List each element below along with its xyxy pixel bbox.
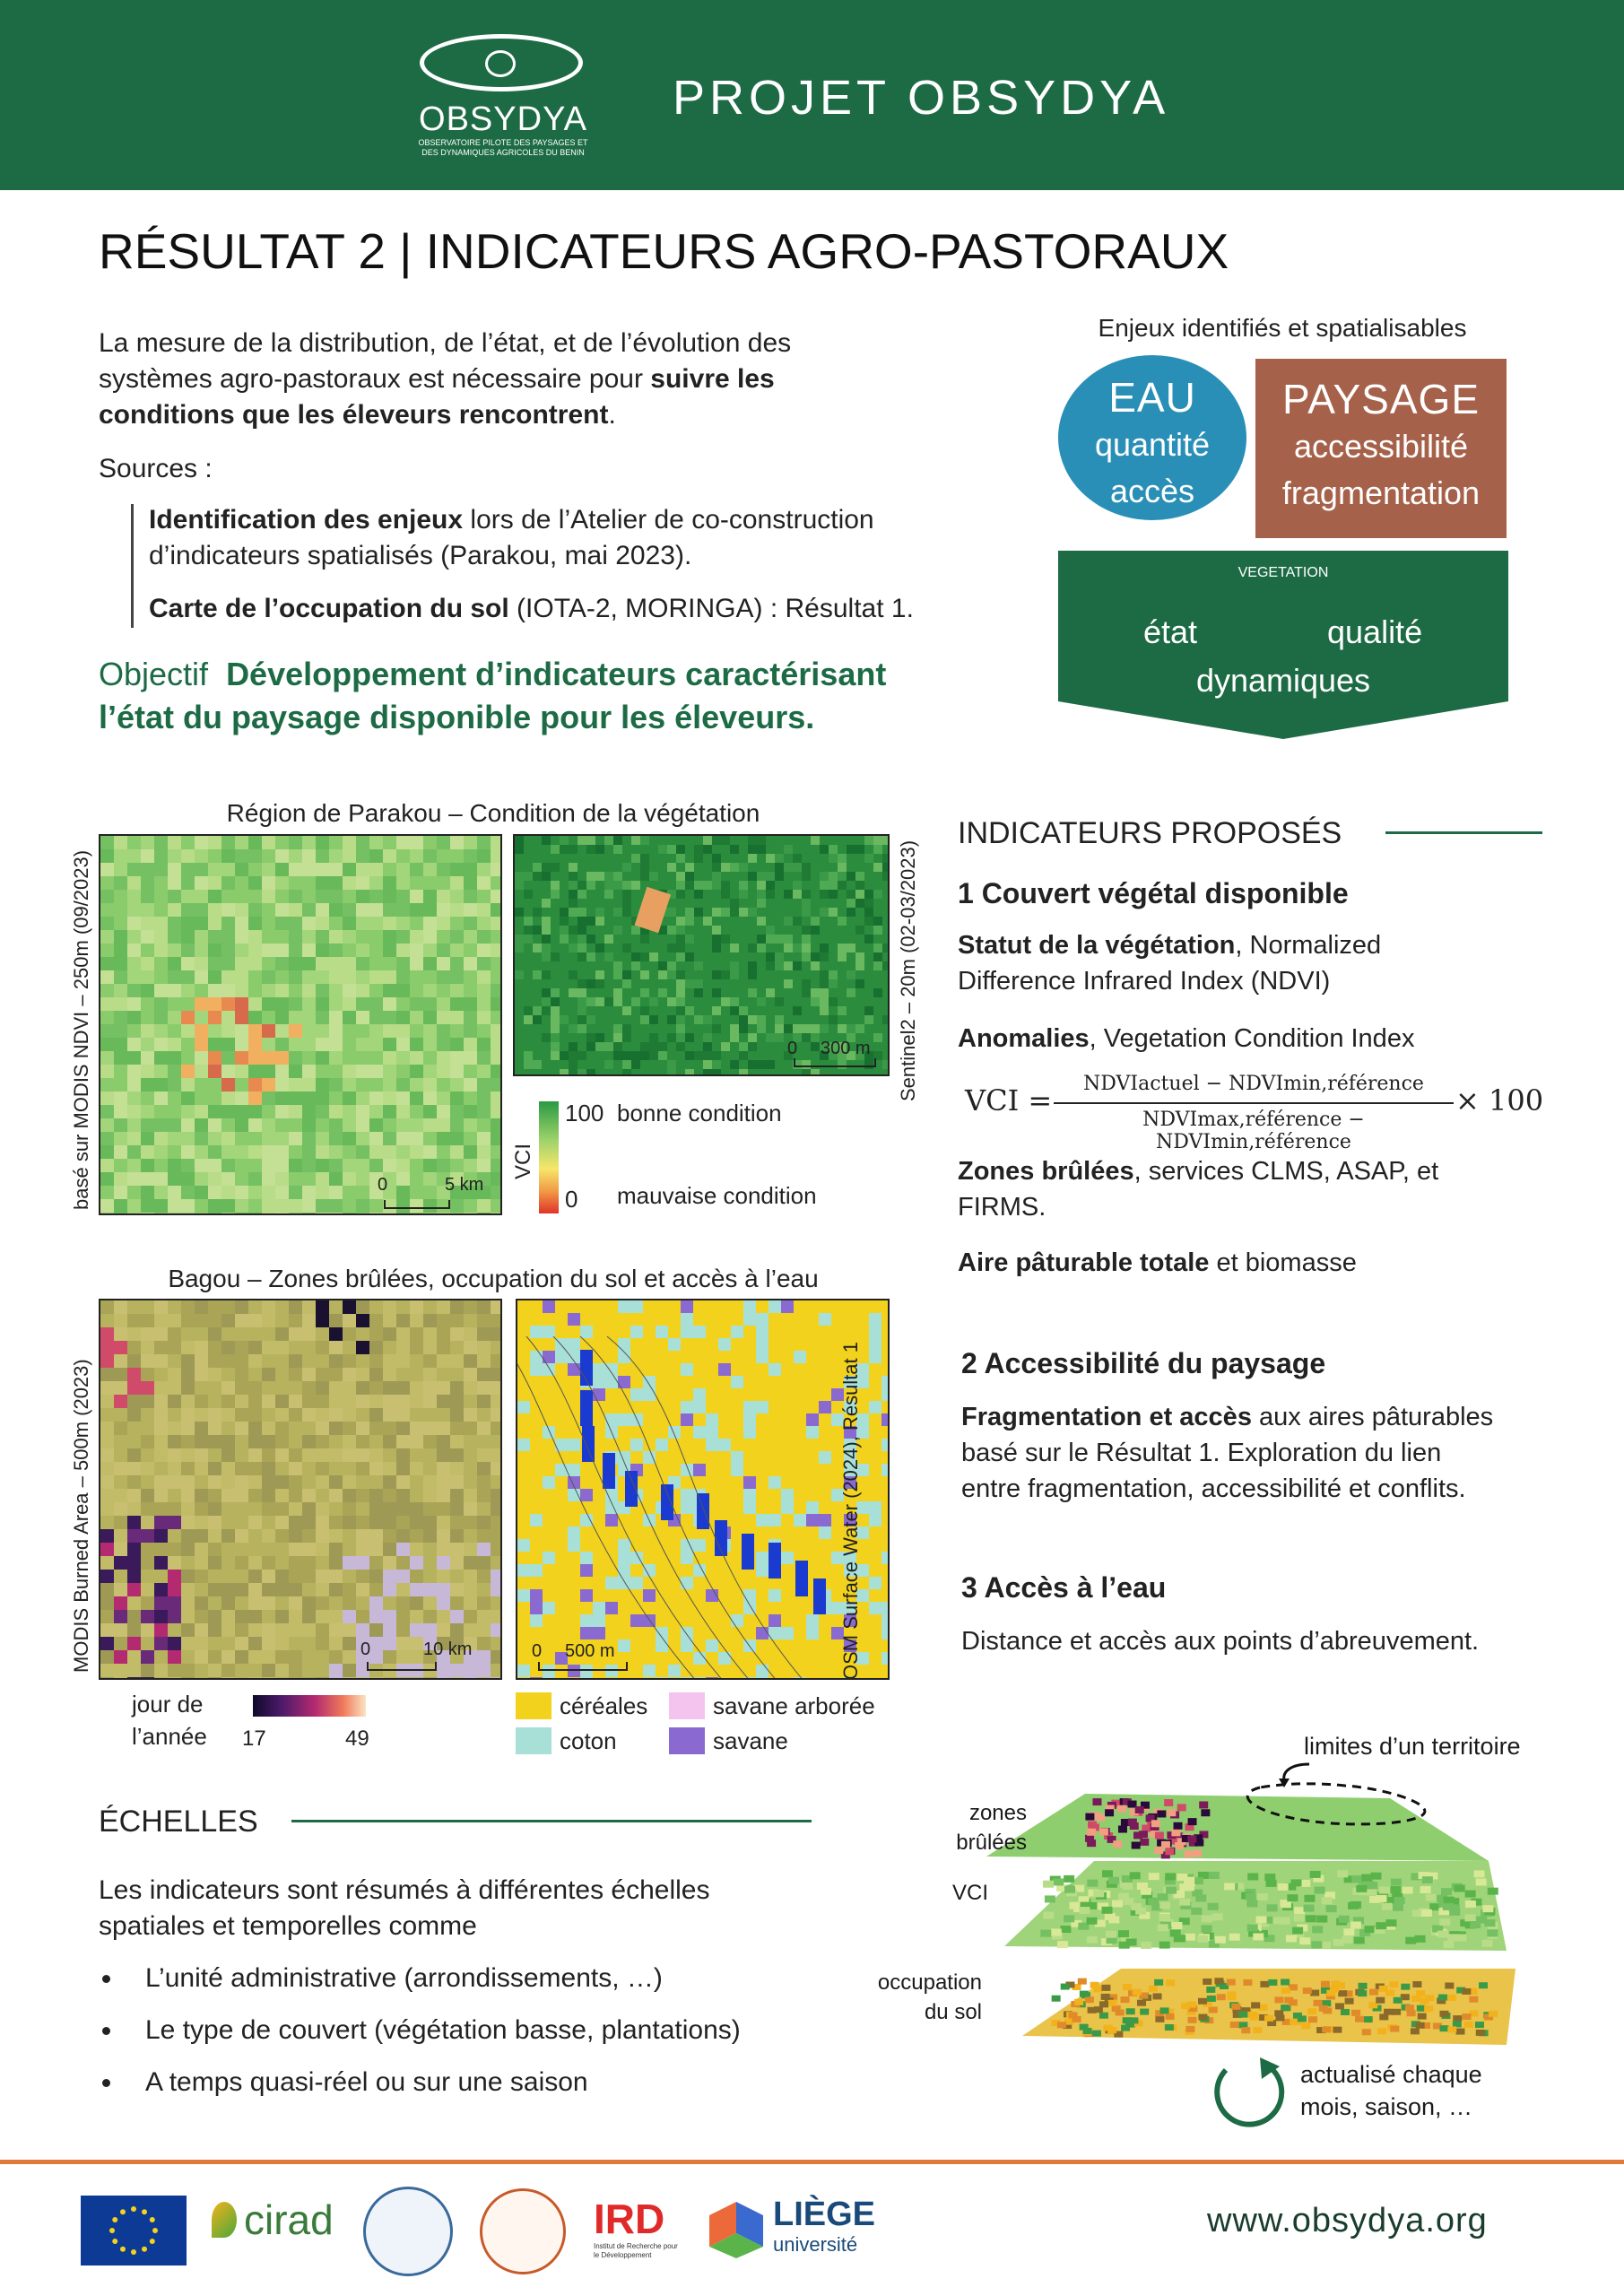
indicateurs-rule: [1385, 831, 1542, 834]
ndvi-scale-zero: 0: [378, 1175, 388, 1195]
burn-scale-zero: 0: [360, 1639, 371, 1659]
sentinel-scale-bar: [794, 1058, 876, 1067]
eu-flag-icon: [81, 2196, 187, 2266]
sentinel-scale-m: 300 m: [821, 1039, 871, 1058]
bagou-right-label: OSM Surface Water (2024), Résultat 1: [839, 1342, 862, 1680]
vegetation-item-dynamiques: dynamiques: [1195, 662, 1371, 699]
jour-label-2: l’année: [132, 1723, 207, 1750]
territory-arrow: [1284, 1764, 1309, 1780]
eau-acces-text: Distance et accès aux points d’abreuvement.: [961, 1627, 1480, 1656]
update-label: [1300, 2058, 1482, 2123]
eau-item-2: accès: [1109, 473, 1195, 509]
objective-text-1: Développement d’indicateurs caractérisant: [226, 656, 887, 692]
aire-rest: et biomasse: [1209, 1248, 1357, 1277]
burned-area-pixels: [100, 1300, 502, 1680]
vci-high-label: bonne condition: [617, 1100, 782, 1126]
anomalies-bold: Anomalies: [958, 1024, 1090, 1053]
vci-low-label: mauvaise condition: [617, 1182, 817, 1209]
echelle-item-1: L’unité administrative (arrondissements, …): [145, 1963, 663, 1993]
echelles-intro-1: Les indicateurs sont résumés à différentes échelles: [99, 1875, 710, 1905]
update-label-1: actualisé chaque: [1300, 2061, 1482, 2088]
parakou-title: Région de Parakou – Condition de la végétation: [226, 799, 760, 827]
header-banner: [0, 0, 1624, 190]
formula-lhs: VCI =: [965, 1083, 1053, 1118]
legend-savane: savane: [713, 1727, 788, 1754]
ndvi-scale-bar: [384, 1200, 450, 1209]
indicateurs-heading: INDICATEURS PROPOSÉS: [958, 816, 1342, 850]
echelle-item-2: Le type de couvert (végétation basse, plantations): [145, 2015, 741, 2045]
source-1-bold: Identification des enjeux: [149, 505, 464, 535]
indicator-2-title: 2 Accessibilité du paysage: [961, 1347, 1326, 1379]
faculte-agronomie-seal-icon: [480, 2188, 566, 2274]
occupation-label-1: occupation: [877, 1970, 982, 1995]
eau-title: EAU: [1108, 374, 1196, 421]
legend-cereales: céréales: [560, 1692, 648, 1719]
source-2-rest: (IOTA-2, MORINGA) : Résultat 1.: [508, 594, 914, 623]
anomalies-rest: , Vegetation Condition Index: [1089, 1024, 1415, 1053]
vci-colorbar: [539, 1101, 559, 1213]
source-1-line-1: [149, 502, 874, 538]
echelles-rule: [291, 1820, 812, 1822]
liege-logo-sub: université: [773, 2233, 858, 2256]
intro-line-1: La mesure de la distribution, de l’état, et de l’évolution des: [99, 328, 792, 358]
bullet-dot: [102, 2027, 110, 2035]
vegetation-item-etat: état: [1143, 613, 1198, 650]
landcover-pixels: [517, 1300, 890, 1680]
cirad-leaf-icon: [212, 2202, 237, 2238]
fsa-seal-icon: [363, 2187, 453, 2276]
vegetation-title: VEGETATION: [1238, 565, 1329, 580]
enjeux-label: Enjeux identifiés et spatialisables: [1098, 314, 1467, 342]
burned-area-map: [99, 1299, 502, 1680]
source-1-line-2: d’indicateurs spatialisés (Parakou, mai 2023).: [149, 541, 692, 570]
formula-fraction-bar: [1054, 1102, 1454, 1104]
source-1-rest: lors de l’Atelier de co-construction: [463, 505, 874, 535]
statut-bold: Statut de la végétation: [958, 931, 1236, 960]
vci-layer-label: VCI: [952, 1881, 989, 1905]
legend-swatch-coton: [516, 1727, 551, 1754]
formula-numerator: NDVIactuel − NDVImin,référence: [1083, 1073, 1424, 1095]
ndvi-scale-km: 5 km: [445, 1175, 484, 1195]
legend-swatch-savane-arboree: [669, 1692, 705, 1719]
vci-axis-label: VCI: [511, 1143, 535, 1179]
intro-line-3-end: .: [608, 400, 616, 430]
sources-item-2: [149, 591, 914, 627]
lc-scale-m: 500 m: [565, 1641, 615, 1661]
frag-rest: aux aires pâturables: [1251, 1403, 1494, 1431]
sentinel-scale-zero: 0: [787, 1039, 798, 1058]
formula-rhs: × 100: [1455, 1083, 1544, 1118]
vegetation-item-qualite: qualité: [1327, 613, 1423, 650]
objective: [99, 653, 886, 739]
echelle-item-3: A temps quasi-réel ou sur une saison: [145, 2067, 588, 2097]
bagou-left-label: MODIS Burned Area – 500m (2023): [70, 1359, 92, 1673]
objective-label: Objectif: [99, 656, 209, 692]
bullet-dot: [102, 1975, 110, 1983]
legend-swatch-cereales: [516, 1692, 551, 1719]
objective-line-2: [99, 696, 886, 739]
limites-label: limites d’un territoire: [1304, 1733, 1521, 1760]
svg-text:IRD: IRD: [594, 2196, 665, 2242]
zones-bold: Zones brûlées: [958, 1157, 1134, 1186]
paysage-box: [1255, 359, 1507, 538]
source-2-bold: Carte de l’occupation du sol: [149, 594, 509, 623]
indicator-3-title: 3 Accès à l’eau: [961, 1571, 1167, 1604]
frag-line-1: [961, 1399, 1493, 1435]
logo-subtitle: OBSERVATOIRE PILOTE DES PAYSAGES ET DES DYNAMIQUES AGRICOLES DU BENIN: [418, 138, 588, 157]
burned-layer: [986, 1794, 1489, 1861]
legend-savane-arboree: savane arborée: [713, 1692, 875, 1719]
echelles-heading: ÉCHELLES: [99, 1805, 258, 1839]
zones-text: [958, 1153, 1438, 1225]
vci-high: 100: [565, 1100, 604, 1126]
day-of-year-colorbar: [253, 1695, 366, 1717]
paysage-title: PAYSAGE: [1281, 376, 1481, 422]
burn-scale-km: 10 km: [423, 1639, 473, 1659]
footer-rule: [0, 2160, 1624, 2164]
zones-label-1: zones: [968, 1801, 1027, 1825]
sources-item-1: [149, 502, 874, 574]
ird-subtitle: Institut de Recherche pour le Développement: [594, 2242, 678, 2259]
statut-line-1: [958, 927, 1381, 963]
website-link[interactable]: www.obsydya.org: [1207, 2202, 1488, 2239]
objective-text-2: l’état du paysage disponible pour les éleveurs.: [99, 699, 815, 735]
eau-circle: [1058, 355, 1246, 520]
intro-line-3-bold: conditions que les éleveurs rencontrent: [99, 400, 609, 430]
refresh-cycle-icon: [1206, 2054, 1296, 2135]
liege-cube-icon: [705, 2197, 768, 2260]
lc-scale-bar: [538, 1662, 628, 1671]
eau-item-1: quantité: [1094, 426, 1211, 463]
statut-rest: , Normalized: [1235, 931, 1382, 960]
jour-max: 49: [345, 1726, 369, 1751]
frag-bold: Fragmentation et accès: [961, 1403, 1252, 1431]
cirad-logo: cirad: [244, 2196, 334, 2243]
echelles-intro-2: spatiales et temporelles comme: [99, 1911, 477, 1941]
statut-line-2: Difference Infrared Index (NDVI): [958, 967, 1331, 996]
bullet-dot: [102, 2079, 110, 2087]
fragmentation-text: [961, 1399, 1493, 1507]
ndvi-pixels: [100, 836, 502, 1215]
legend-swatch-savane: [669, 1727, 705, 1754]
paysage-item-1: accessibilité: [1293, 428, 1469, 465]
aire-text: [958, 1245, 1357, 1281]
page-title: RÉSULTAT 2 | INDICATEURS AGRO-PASTORAUX: [99, 223, 1229, 279]
zones-rest: , services CLMS, ASAP, et: [1133, 1157, 1439, 1186]
zones-line-2: FIRMS.: [958, 1193, 1046, 1222]
anomalies-text: [958, 1021, 1414, 1057]
jour-min: 17: [242, 1726, 266, 1751]
statut-text: [958, 927, 1381, 999]
parakou-right-label: Sentinel2 – 20m (02-03/2023): [897, 839, 919, 1101]
occupation-label-2: du sol: [924, 2000, 982, 2024]
seedling-icon: [485, 50, 516, 77]
logo-name: OBSYDYA: [419, 100, 587, 138]
sources-bar: [131, 504, 134, 628]
lc-scale-zero: 0: [532, 1641, 543, 1661]
liege-logo-name: LIÈGE: [773, 2196, 876, 2233]
intro-text: [99, 326, 791, 433]
aire-bold: Aire pâturable totale: [958, 1248, 1210, 1277]
indicator-1-title: 1 Couvert végétal disponible: [958, 877, 1349, 909]
header-title: PROJET OBSYDYA: [673, 71, 1170, 125]
echelles-intro: [99, 1873, 710, 1944]
landcover-map: [516, 1299, 890, 1680]
ndvi-map: [99, 834, 502, 1215]
burn-scale-bar: [367, 1662, 437, 1671]
zones-line-1: [958, 1153, 1438, 1189]
bagou-title: Bagou – Zones brûlées, occupation du sol et accès à l’eau: [168, 1265, 819, 1292]
legend-coton: coton: [560, 1727, 617, 1754]
intro-line-3: [99, 397, 791, 433]
zones-label-2: brûlées: [956, 1831, 1027, 1855]
vci-low: 0: [565, 1186, 578, 1213]
objective-line-1: [99, 653, 886, 696]
paysage-item-2: fragmentation: [1281, 474, 1481, 511]
parakou-left-label: basé sur MODIS NDVI – 250m (09/2023): [70, 849, 92, 1210]
update-label-2: mois, saison, …: [1300, 2093, 1473, 2120]
intro-line-2: [99, 361, 791, 397]
sources-label: Sources :: [99, 454, 213, 483]
jour-label-1: jour de: [132, 1691, 204, 1718]
frag-line-2: basé sur le Résultat 1. Exploration du lien: [961, 1439, 1442, 1467]
frag-line-3: entre fragmentation, accessibilité et conflits.: [961, 1474, 1466, 1503]
layer-stack-diagram: [986, 1726, 1542, 2058]
intro-line-2-bold: suivre les: [650, 364, 775, 394]
intro-line-2-normal: systèmes agro-pastoraux est nécessaire pour: [99, 364, 651, 394]
formula-denominator: NDVImax,référence − NDVImin,référence: [1142, 1109, 1365, 1153]
